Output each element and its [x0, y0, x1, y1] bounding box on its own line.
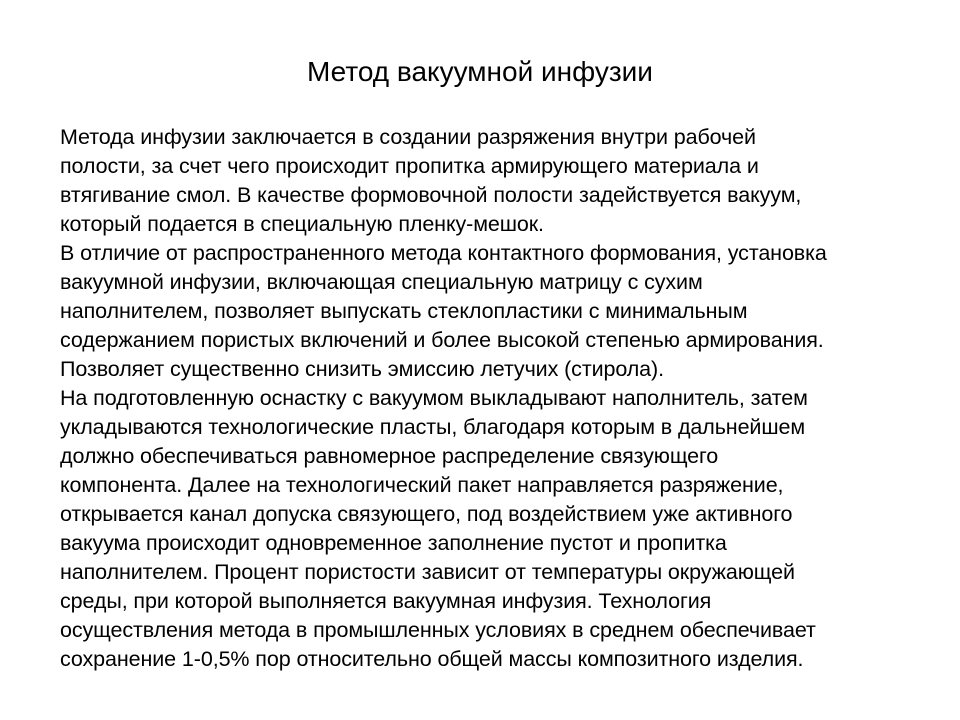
text-line: наполнителем. Процент пористости зависит от температуры окружающей [60, 560, 795, 584]
text-line: сохранение 1-0,5% пор относительно общей массы композитного изделия. [60, 647, 804, 671]
text-line: Позволяет существенно снизить эмиссию летучих (стирола). [60, 357, 664, 381]
text-line: На подготовленную оснастку с вакуумом выкладывают наполнитель, затем [60, 386, 808, 410]
text-line: содержанием пористых включений и более высокой степенью армирования. [60, 328, 824, 352]
text-line: должно обеспечиваться равномерное распределение связующего [60, 444, 719, 468]
text-line: втягивание смол. В качестве формовочной полости задействуется вакуум, [60, 183, 802, 207]
text-line: вакуумной инфузии, включающая специальную матрицу с сухим [60, 270, 703, 294]
slide-title: Метод вакуумной инфузии [307, 56, 653, 87]
text-line: вакуума происходит одновременное заполнение пустот и пропитка [60, 531, 727, 555]
text-line: осуществления метода в промышленных условиях в среднем обеспечивает [60, 618, 816, 642]
text-line: В отличие от распространенного метода контактного формования, установка [60, 241, 827, 265]
text-line: Метода инфузии заключается в создании разряжения внутри рабочей [60, 125, 756, 149]
text-line: компонента. Далее на технологический пакет направляется разряжение, [60, 473, 784, 497]
text-line: который подается в специальную пленку-мешок. [60, 212, 544, 236]
text-line: полости, за счет чего происходит пропитка армирующего материала и [60, 154, 759, 178]
text-line: наполнителем, позволяет выпускать стеклопластики с минимальным [60, 299, 748, 323]
slide-body-text [60, 123, 940, 674]
text-line: среды, при которой выполняется вакуумная инфузия. Технология [60, 589, 712, 613]
text-line: укладываются технологические пласты, благодаря которым в дальнейшем [60, 415, 806, 439]
text-line: открывается канал допуска связующего, под воздействием уже активного [60, 502, 793, 526]
